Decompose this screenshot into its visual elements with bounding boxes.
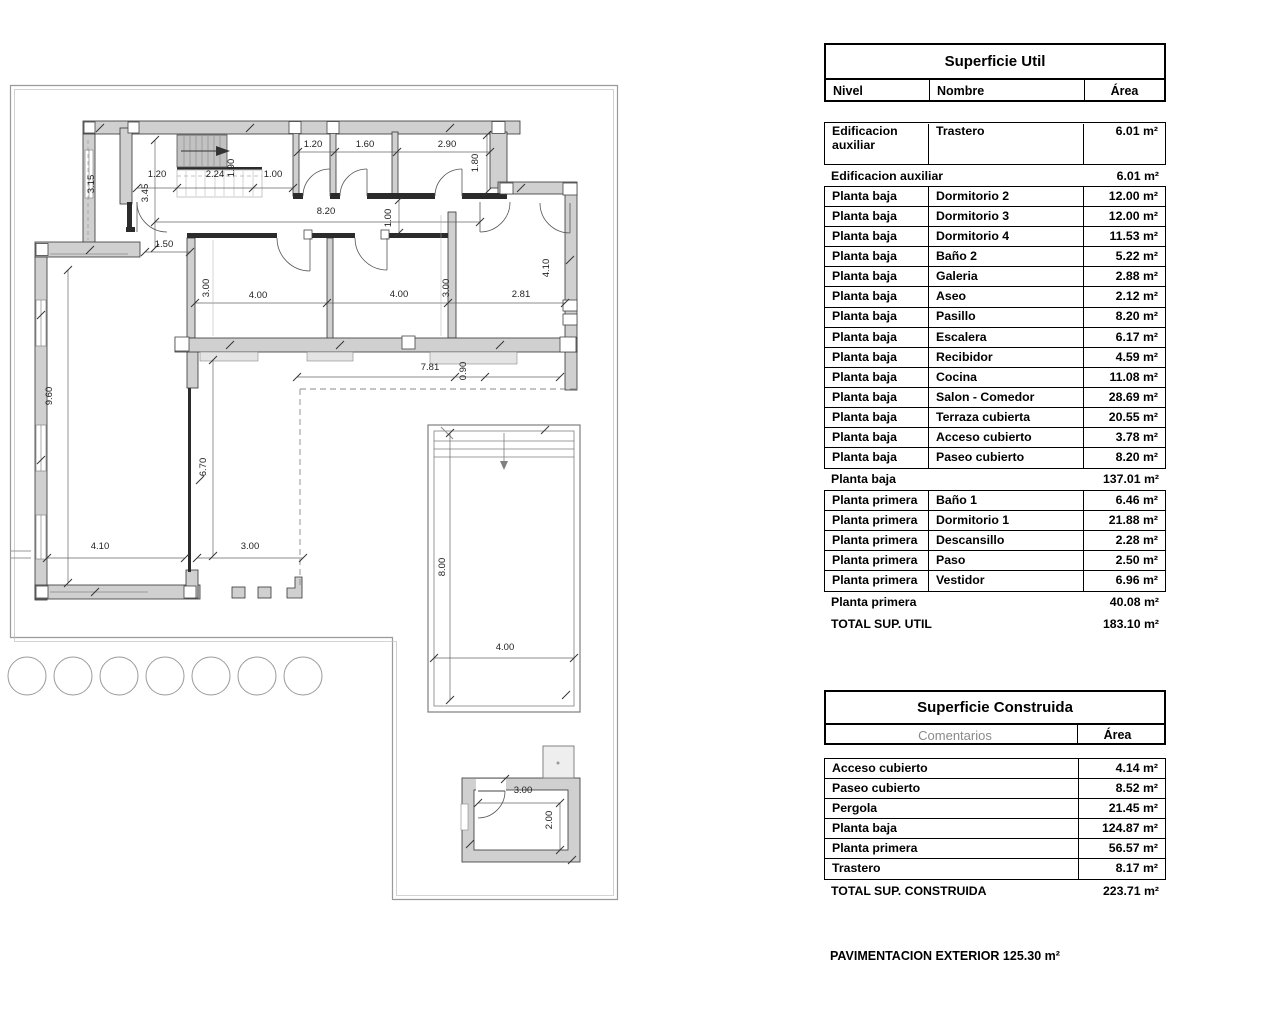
swimming-pool <box>428 425 580 712</box>
cell-area: 21.45 m² <box>1108 801 1158 816</box>
table-row <box>824 407 1166 429</box>
cell-area: 8.20 m² <box>1115 309 1158 324</box>
cell-area: 20.55 m² <box>1108 409 1158 424</box>
cell-area: 6.46 m² <box>1115 492 1158 507</box>
col-header-nombre: Nombre <box>930 80 1085 102</box>
dimension-label: 3.00 <box>240 541 260 552</box>
cell-area: 8.20 m² <box>1115 450 1158 465</box>
summary-label: Planta baja <box>831 472 896 487</box>
table-row <box>824 206 1166 228</box>
cell-area: 6.17 m² <box>1115 329 1158 344</box>
cell-nombre: Recibidor <box>929 348 1084 368</box>
dimension-label: 8.20 <box>316 206 336 217</box>
subtotal-row <box>824 165 1166 186</box>
cell-nombre: Terraza cubierta <box>929 408 1084 428</box>
cell-nombre: Acceso cubierto <box>929 428 1084 448</box>
dimension-label: 3.00 <box>513 785 533 796</box>
superficie-util-table <box>824 122 1166 634</box>
cell-area: 28.69 m² <box>1108 389 1158 404</box>
dimension-label: 6.70 <box>198 457 209 477</box>
cell-nombre: Dormitorio 1 <box>929 511 1084 531</box>
cell-area: 2.50 m² <box>1115 553 1158 567</box>
summary-area: 183.10 m² <box>1102 616 1159 631</box>
cell-nombre: Paso <box>929 551 1084 571</box>
cell-area: 8.17 m² <box>1115 861 1158 876</box>
superficie-util-header <box>824 43 1166 102</box>
cell-nombre: Paseo cubierto <box>929 448 1084 468</box>
table-row <box>824 570 1166 592</box>
table-row <box>824 758 1166 780</box>
dimension-label: 4.10 <box>541 258 552 278</box>
cell-nombre: Descansillo <box>929 531 1084 551</box>
table-row <box>824 286 1166 308</box>
pergola-outline <box>300 389 577 585</box>
table-row <box>824 550 1166 572</box>
cell-area: 11.53 m² <box>1109 229 1158 244</box>
table-row <box>824 447 1166 469</box>
trastero-outbuilding <box>461 746 574 850</box>
dimension-label: 7.81 <box>420 362 440 373</box>
superficie-util-title: Superficie Util <box>826 45 1164 80</box>
cell-comentario: Planta baja <box>825 819 1079 839</box>
dimension-label: 1.50 <box>154 239 174 250</box>
table-row <box>824 798 1166 820</box>
cell-nivel: Planta baja <box>825 368 929 388</box>
cell-nivel: Planta baja <box>825 227 929 247</box>
table-row <box>824 186 1166 208</box>
paving-bands <box>200 352 517 364</box>
table-row <box>824 490 1166 512</box>
cell-nombre: Cocina <box>929 368 1084 388</box>
cell-area: 11.08 m² <box>1109 369 1158 384</box>
cell-area: 2.28 m² <box>1115 532 1158 547</box>
cell-nivel: Planta baja <box>825 308 929 328</box>
table-row <box>824 530 1166 552</box>
cell-nivel: Planta baja <box>825 247 929 267</box>
cell-area: 5.22 m² <box>1115 249 1158 264</box>
summary-label: TOTAL SUP. UTIL <box>831 616 932 631</box>
dimension-label: 2.00 <box>544 810 555 830</box>
table-row <box>824 122 1166 165</box>
dimension-label: 2.81 <box>511 289 531 300</box>
dimension-label: 1.20 <box>147 169 167 180</box>
cell-area: 6.96 m² <box>1115 573 1158 588</box>
cell-nombre: Salon - Comedor <box>929 388 1084 408</box>
cell-nombre: Baño 1 <box>929 491 1084 511</box>
cell-nivel: Planta baja <box>825 428 929 448</box>
dimension-label: 1.00 <box>263 169 283 180</box>
cell-nombre: Trastero <box>929 124 1084 164</box>
dimension-label: 3.45 <box>140 183 151 203</box>
summary-label: TOTAL SUP. CONSTRUIDA <box>831 883 987 898</box>
cell-area: 2.88 m² <box>1115 269 1158 284</box>
table-row <box>824 226 1166 248</box>
dimension-label: 1.90 <box>226 158 237 178</box>
cell-nivel: Planta primera <box>825 491 929 511</box>
cell-nivel: Planta baja <box>825 388 929 408</box>
cell-nivel: Planta primera <box>825 571 929 591</box>
col-header-nivel: Nivel <box>826 80 930 102</box>
cell-area: 3.78 m² <box>1115 430 1158 445</box>
col-header-area: Área <box>1103 728 1132 742</box>
dimension-label: 3.15 <box>86 174 97 194</box>
dimension-label: 8.00 <box>437 557 448 577</box>
superficie-construida-table <box>824 758 1166 902</box>
table-row <box>824 246 1166 268</box>
cell-nombre: Dormitorio 4 <box>929 227 1084 247</box>
cell-nombre: Dormitorio 3 <box>929 207 1084 227</box>
col-header-comentarios: Comentarios <box>826 725 1078 745</box>
cell-comentario: Paseo cubierto <box>825 779 1079 799</box>
cell-area: 21.88 m² <box>1108 512 1158 527</box>
dimension-label: 1.60 <box>355 139 375 150</box>
cell-nombre: Pasillo <box>929 308 1084 328</box>
summary-label: Planta primera <box>831 595 917 610</box>
cell-nivel: Planta baja <box>825 328 929 348</box>
summary-area: 137.01 m² <box>1102 472 1159 487</box>
table-row <box>824 838 1166 860</box>
cell-area: 12.00 m² <box>1108 188 1158 203</box>
dimension-label: 2.24 <box>205 169 225 180</box>
table-row <box>824 778 1166 800</box>
cell-nivel: Edificacion auxiliar <box>825 124 929 164</box>
total-row <box>824 880 1166 902</box>
cell-area: 124.87 m² <box>1101 821 1158 836</box>
summary-area: 223.71 m² <box>1102 883 1159 898</box>
summary-label: Edificacion auxiliar <box>831 168 944 183</box>
cell-nivel: Planta primera <box>825 531 929 551</box>
table-row <box>824 327 1166 349</box>
dimension-label: 2.90 <box>437 139 457 150</box>
dimension-label: 3.00 <box>441 278 452 298</box>
dimension-label: 1.00 <box>383 208 394 228</box>
pavimentacion-exterior-note: PAVIMENTACION EXTERIOR 125.30 m² <box>830 949 1060 963</box>
cell-nivel: Planta primera <box>825 511 929 531</box>
table-row <box>824 347 1166 369</box>
summary-area: 40.08 m² <box>1109 595 1159 610</box>
table-row <box>824 266 1166 288</box>
dimension-label: 4.00 <box>248 290 268 301</box>
cell-nivel: Planta baja <box>825 207 929 227</box>
pergola-columns <box>8 657 322 695</box>
table-row <box>824 510 1166 532</box>
total-row <box>824 613 1166 635</box>
col-header-area: Área <box>1110 84 1139 98</box>
cell-area: 56.57 m² <box>1108 841 1158 856</box>
table-row <box>824 858 1166 880</box>
table-row <box>824 387 1166 409</box>
cell-comentario: Pergola <box>825 799 1079 819</box>
dimension-label: 4.00 <box>495 642 515 653</box>
cell-nivel: Planta baja <box>825 267 929 287</box>
subtotal-row <box>824 469 1166 490</box>
cell-nombre: Vestidor <box>929 571 1084 591</box>
cell-area: 4.59 m² <box>1115 349 1158 364</box>
cell-area: 12.00 m² <box>1108 209 1158 223</box>
cell-nombre: Escalera <box>929 328 1084 348</box>
dimension-label: 4.10 <box>90 541 110 552</box>
cell-nivel: Planta baja <box>825 448 929 468</box>
dimension-label: 4.00 <box>389 289 409 300</box>
cell-nivel: Planta baja <box>825 348 929 368</box>
cell-nombre: Galeria <box>929 267 1084 287</box>
cell-nivel: Planta baja <box>825 408 929 428</box>
cell-comentario: Acceso cubierto <box>825 759 1079 779</box>
cell-nivel: Planta baja <box>825 187 929 207</box>
cell-area: 2.12 m² <box>1115 289 1158 304</box>
cell-area: 4.14 m² <box>1115 760 1158 775</box>
cell-nivel: Planta baja <box>825 287 929 307</box>
dimension-label: 3.00 <box>201 278 212 298</box>
table-row <box>824 367 1166 389</box>
subtotal-row <box>824 592 1166 613</box>
cell-comentario: Planta primera <box>825 839 1079 859</box>
cell-area: 6.01 m² <box>1115 124 1158 138</box>
dimension-label: 1.80 <box>470 153 481 173</box>
superficie-construida-title: Superficie Construida <box>826 692 1164 725</box>
table-row <box>824 307 1166 329</box>
cell-nombre: Dormitorio 2 <box>929 187 1084 207</box>
cell-nivel: Planta primera <box>825 551 929 571</box>
cell-area: 8.52 m² <box>1115 781 1158 795</box>
table-row <box>824 818 1166 840</box>
cell-comentario: Trastero <box>825 859 1079 879</box>
superficie-construida-header <box>824 690 1166 745</box>
property-boundary <box>10 86 618 900</box>
cell-nombre: Aseo <box>929 287 1084 307</box>
table-row <box>824 427 1166 449</box>
dimension-label: 9.60 <box>44 386 55 406</box>
summary-area: 6.01 m² <box>1116 168 1159 183</box>
dimension-label: 0.90 <box>458 361 469 381</box>
cell-nombre: Baño 2 <box>929 247 1084 267</box>
dimension-label: 1.20 <box>303 139 323 150</box>
